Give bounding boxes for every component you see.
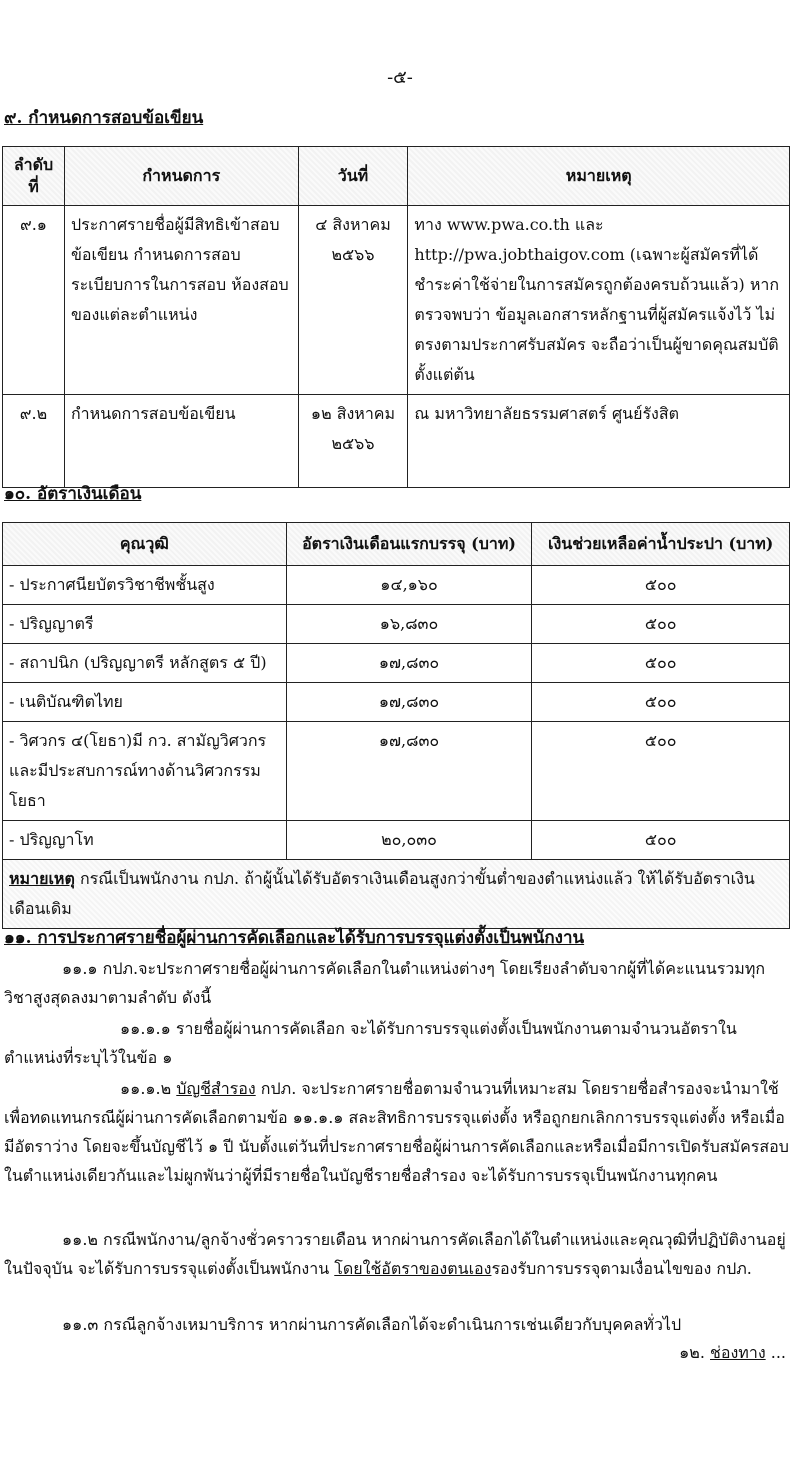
salary-row — [3, 821, 790, 860]
continuation-text: ช่องทาง — [710, 1343, 766, 1362]
salary-amount: ๑๗,๘๓๐ — [286, 683, 532, 722]
salary-qualification: - สถาปนิก (ปริญญาตรี หลักสูตร ๕ ปี) — [3, 644, 287, 683]
water-allowance: ๕๐๐ — [532, 821, 790, 860]
salary-row — [3, 722, 790, 821]
own-position-term: โดยใช้อัตราของตนเอง — [334, 1259, 492, 1278]
schedule-date: ๔ สิงหาคม ๒๕๖๖ — [298, 206, 408, 395]
col-header-schedule: กำหนดการ — [64, 147, 298, 206]
col-header-water-allowance: เงินช่วยเหลือค่าน้ำประปา (บาท) — [532, 523, 790, 566]
salary-amount: ๑๔,๑๖๐ — [286, 566, 532, 605]
reserve-list-term: บัญชีสำรอง — [176, 1079, 256, 1098]
salary-note — [3, 860, 790, 929]
paragraph-11-3: ๑๑.๓ กรณีลูกจ้างเหมาบริการ หากผ่านการคัดเลือกได้จะดำเนินการเช่นเดียวกับบุคคลทั่วไป — [62, 1315, 682, 1334]
salary-note-label: หมายเหตุ — [9, 869, 75, 888]
col-header-date: วันที่ — [298, 147, 408, 206]
paragraph-11-1-1: ๑๑.๑.๑ รายชื่อผู้ผ่านการคัดเลือก จะได้รับการบรรจุแต่งตั้งเป็นพนักงานตามจำนวนอัตราในตำแหน่งที่ระบุไว้ในข้อ ๑ — [4, 1019, 737, 1067]
schedule-table — [2, 146, 790, 488]
water-allowance: ๕๐๐ — [532, 722, 790, 821]
schedule-remark: ณ มหาวิทยาลัยธรรมศาสตร์ ศูนย์รังสิต — [408, 395, 790, 488]
paragraph-11-1-2-text: กปภ. จะประกาศรายชื่อตามจำนวนที่เหมาะสม โดยรายชื่อสำรองจะนำมาใช้เพื่อทดแทนกรณีผู้ผ่านการคัดเลือกตามข้อ ๑๑.๑.๑ สละสิทธิการบรรจุแต่งตั้ง หรือถูกยกเลิกการบรรจุแต่งตั้ง หรือเมื่อมีอัตราว่าง โดยจะขึ้นบัญชีไว้ ๑ ปี นับตั้งแต่วันที่ประกาศรายชื่อผู้ผ่านการคัดเลือกและหรือเมื่อมีการเปิดรับสมัครสอบในตำแหน่งเดียวกันและไม่ผูกพันว่าผู้ที่มีรายชื่อในบัญชีรายชื่อสำรอง จะได้รับการบรรจุเป็นพนักงานทุกคน — [4, 1079, 789, 1185]
col-header-remark: หมายเหตุ — [408, 147, 790, 206]
schedule-row — [3, 395, 790, 488]
paragraph-11-2-text: ๑๑.๒ กรณีพนักงาน/ลูกจ้างชั่วคราวรายเดือน หากผ่านการคัดเลือกได้ในตำแหน่งและคุณวุฒิที่ปฏิบัติงานอยู่ในปัจจุบัน จะได้รับการบรรจุแต่งตั้งเป็นพนักงาน — [4, 1230, 786, 1278]
schedule-no: ๙.๑ — [3, 206, 65, 395]
continuation-footer — [400, 1338, 786, 1367]
water-allowance: ๕๐๐ — [532, 566, 790, 605]
schedule-row — [3, 206, 790, 395]
section-10-heading-text: ๑๐. อัตราเงินเดือน — [4, 484, 142, 504]
salary-amount: ๑๗,๘๓๐ — [286, 644, 532, 683]
section-11-heading-text: ๑๑. การประกาศรายชื่อผู้ผ่านการคัดเลือกและได้รับการบรรจุแต่งตั้งเป็นพนักงาน — [4, 928, 585, 948]
salary-note-text: กรณีเป็นพนักงาน กปภ. ถ้าผู้นั้นได้รับอัตราเงินเดือนสูงกว่าขั้นต่ำของตำแหน่งแล้ว ให้ได้รับอัตราเงินเดือนเดิม — [9, 869, 755, 918]
salary-qualification: - ประกาศนียบัตรวิชาชีพชั้นสูง — [3, 566, 287, 605]
col-header-no: ลำดับที่ — [3, 147, 65, 206]
paragraph-11-1: ๑๑.๑ กปภ.จะประกาศรายชื่อผู้ผ่านการคัดเลือกในตำแหน่งต่างๆ โดยเรียงลำดับจากผู้ที่ได้คะแนนรวมทุกวิชาสูงสุดลงมาตามลำดับ ดังนี้ — [4, 959, 766, 1007]
water-allowance: ๕๐๐ — [532, 644, 790, 683]
col-header-salary: อัตราเงินเดือนแรกบรรจุ (บาท) — [286, 523, 532, 566]
section-11-heading — [4, 924, 584, 951]
schedule-item: กำหนดการสอบข้อเขียน — [64, 395, 298, 488]
water-allowance: ๕๐๐ — [532, 683, 790, 722]
salary-qualification: - วิศวกร ๔(โยธา)มี กว. สามัญวิศวกรและมีประสบการณ์ทางด้านวิศวกรรมโยธา — [3, 722, 287, 821]
salary-qualification: - ปริญญาโท — [3, 821, 287, 860]
salary-amount: ๑๗,๘๓๐ — [286, 722, 532, 821]
salary-row — [3, 644, 790, 683]
section-10-heading — [4, 480, 141, 507]
water-allowance: ๕๐๐ — [532, 605, 790, 644]
salary-qualification: - ปริญญาตรี — [3, 605, 287, 644]
paragraph-11-2 — [4, 1225, 790, 1283]
paragraph-11-2-rest: รองรับการบรรจุตามเงื่อนไขของ กปภ. — [491, 1259, 752, 1278]
schedule-remark: ทาง www.pwa.co.th และ http://pwa.jobthaigov.com (เฉพาะผู้สมัครที่ได้ชำระค่าใช้จ่ายในการสมัครถูกต้องครบถ้วนแล้ว) หากตรวจพบว่า ข้อมูลเอกสารหลักฐานที่ผู้สมัครแจ้งไว้ ไม่ตรงตามประกาศรับสมัคร จะถือว่าเป็นผู้ขาดคุณสมบัติตั้งแต่ต้น — [408, 206, 790, 395]
col-header-qualification: คุณวุฒิ — [3, 523, 287, 566]
salary-row — [3, 605, 790, 644]
continuation-ellipsis: ... — [770, 1343, 786, 1362]
schedule-item: ประกาศรายชื่อผู้มีสิทธิเข้าสอบข้อเขียน กำหนดการสอบ ระเบียบการในการสอบ ห้องสอบของแต่ละตำแหน่ง — [64, 206, 298, 395]
section-9-heading — [4, 104, 203, 131]
section-9-heading-text: ๙. กำหนดการสอบข้อเขียน — [4, 108, 204, 128]
schedule-no: ๙.๒ — [3, 395, 65, 488]
paragraph-11-1-2 — [4, 1074, 790, 1190]
salary-amount: ๒๐,๐๓๐ — [286, 821, 532, 860]
salary-amount: ๑๖,๘๓๐ — [286, 605, 532, 644]
continuation-number: ๑๒. — [679, 1343, 705, 1362]
paragraph-11-1-2-number: ๑๑.๑.๒ — [120, 1079, 172, 1098]
salary-row — [3, 683, 790, 722]
salary-qualification: - เนติบัณฑิตไทย — [3, 683, 287, 722]
schedule-date: ๑๒ สิงหาคม ๒๕๖๖ — [298, 395, 408, 488]
salary-note-row — [3, 860, 790, 929]
salary-table — [2, 522, 790, 929]
page-number: -๕- — [387, 67, 413, 88]
salary-header-row — [3, 523, 790, 566]
salary-row — [3, 566, 790, 605]
schedule-header-row — [3, 147, 790, 206]
